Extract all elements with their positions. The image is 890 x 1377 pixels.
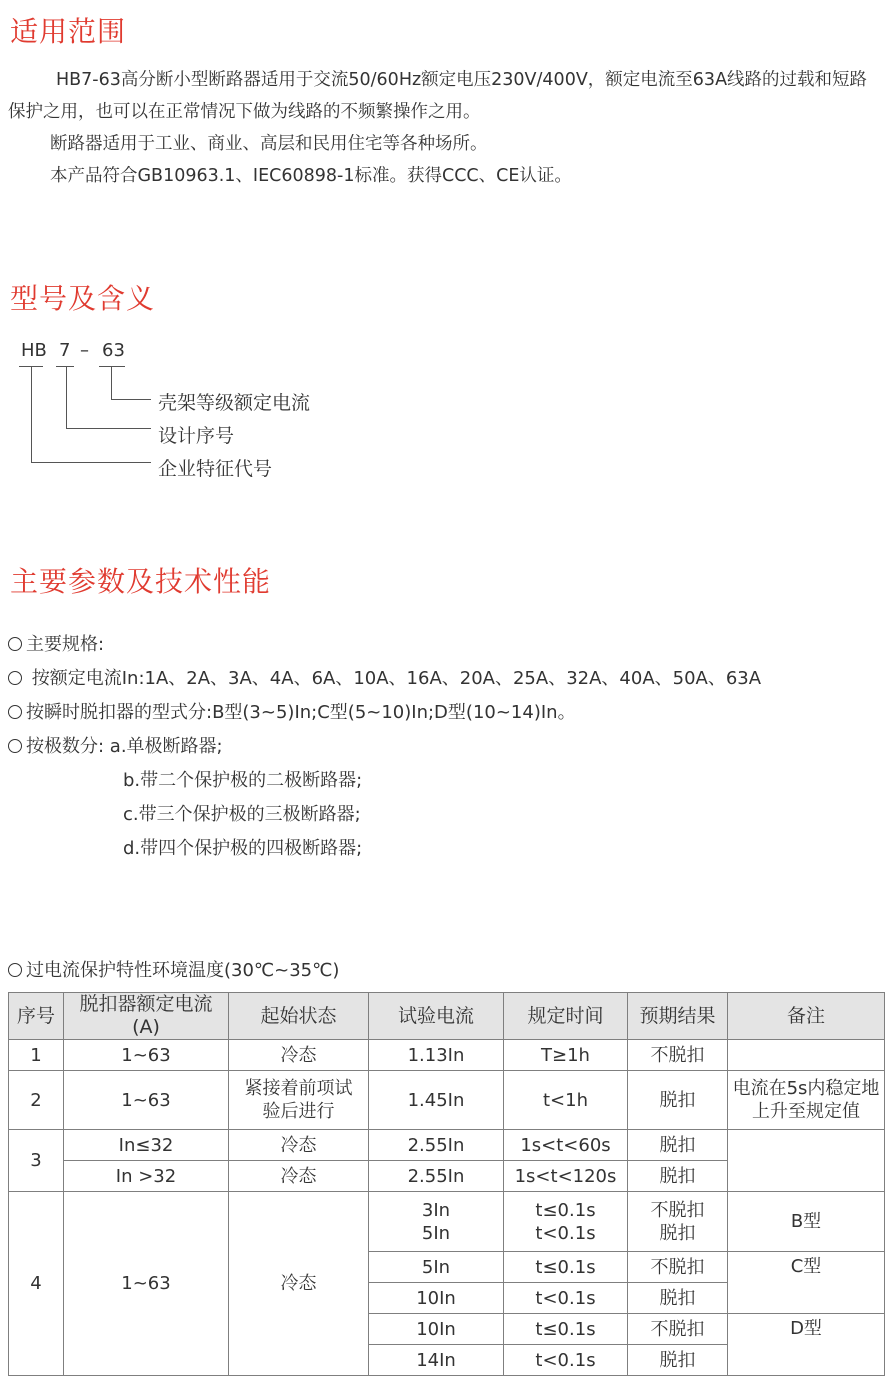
model-code-dash: – <box>80 340 89 361</box>
pole-option-b: b.带二个保护极的二极断路器; <box>123 770 363 791</box>
cell-result: 不脱扣 <box>628 1040 728 1071</box>
model-label-company: 企业特征代号 <box>158 458 273 480</box>
scope-paragraph-3: 本产品符合GB10963.1、IEC60898-1标准。获得CCC、CE认证。 <box>50 166 572 186</box>
cell-rated: In≤32 <box>64 1130 229 1161</box>
scope-text <box>8 64 884 192</box>
cell-test-current: 10In <box>369 1314 504 1345</box>
bullet-icon <box>8 705 22 719</box>
cell-note: 电流在5s内稳定地上升至规定值 <box>728 1071 885 1130</box>
bullet-icon <box>8 671 22 685</box>
cell-rated: In >32 <box>64 1161 229 1192</box>
cell-test-current: 1.45In <box>369 1071 504 1130</box>
spec-line-current <box>8 664 761 690</box>
spec-line-main <box>8 630 104 656</box>
cell-test-current: 1.13In <box>369 1040 504 1071</box>
col-header-no: 序号 <box>9 993 64 1040</box>
cell-time: 1s<t<60s <box>504 1130 628 1161</box>
table-caption <box>8 956 339 982</box>
cell-rated: 1~63 <box>64 1040 229 1071</box>
spec-line-poles <box>8 732 223 758</box>
table-row <box>9 1192 885 1252</box>
cell-test-current-line1: 3In <box>421 1199 451 1221</box>
model-label-design: 设计序号 <box>158 425 235 447</box>
cell-test-current: 2.55In <box>369 1161 504 1192</box>
cell-time-line2: t<0.1s <box>535 1222 596 1244</box>
cell-time: 1s<t<120s <box>504 1161 628 1192</box>
bullet-icon <box>8 963 22 977</box>
scope-paragraph-2: 断路器适用于工业、商业、高层和民用住宅等各种场所。 <box>50 134 488 154</box>
pole-option-d: d.带四个保护极的四极断路器; <box>123 838 363 859</box>
overcurrent-table <box>8 992 885 1376</box>
model-label-current: 壳架等级额定电流 <box>158 392 311 414</box>
cell-no: 3 <box>9 1130 64 1192</box>
spec-line-trip <box>8 698 576 724</box>
cell-note-b: B型 <box>728 1192 885 1252</box>
spec-line-poles-text: 按极数分: a.单极断路器; <box>26 736 223 757</box>
spec-line-main-text: 主要规格: <box>26 634 105 655</box>
connector-prefix-h <box>31 462 151 463</box>
col-header-time: 规定时间 <box>504 993 628 1040</box>
cell-result: 脱扣 <box>628 1283 728 1314</box>
cell-state: 冷态 <box>229 1130 369 1161</box>
cell-test-current: 5In <box>369 1252 504 1283</box>
cell-result: 脱扣 <box>628 1130 728 1161</box>
cell-rated: 1~63 <box>64 1192 229 1376</box>
connector-prefix-v <box>31 366 32 462</box>
col-header-test-current: 试验电流 <box>369 993 504 1040</box>
cell-time: t<0.1s <box>504 1283 628 1314</box>
cell-test-current: 2.55In <box>369 1130 504 1161</box>
cell-result <box>628 1192 728 1252</box>
cell-note <box>728 1130 885 1192</box>
model-heading: 型号及含义 <box>10 282 156 315</box>
cell-note-c-label: C型 <box>790 1255 822 1277</box>
cell-note <box>728 1040 885 1071</box>
spec-line-current-text: 按额定电流In:1A、2A、3A、4A、6A、10A、16A、20A、25A、32A、40A、50A、63A <box>26 668 762 689</box>
cell-test-current: 14In <box>369 1345 504 1376</box>
table-row <box>9 1071 885 1130</box>
col-header-note: 备注 <box>728 993 885 1040</box>
cell-time: t≤0.1s <box>504 1252 628 1283</box>
table-caption-text: 过电流保护特性环境温度(30℃~35℃) <box>26 960 340 981</box>
col-header-state: 起始状态 <box>229 993 369 1040</box>
scope-heading: 适用范围 <box>10 15 127 48</box>
cell-note-c <box>728 1252 885 1314</box>
connector-design-h <box>66 428 151 429</box>
cell-rated: 1~63 <box>64 1071 229 1130</box>
table-row <box>9 1130 885 1161</box>
cell-result: 不脱扣 <box>628 1314 728 1345</box>
pole-option-c: c.带三个保护极的三极断路器; <box>123 804 361 825</box>
cell-test-current-line2: 5In <box>421 1222 451 1244</box>
cell-time: t≤0.1s <box>504 1314 628 1345</box>
cell-note-d-label: D型 <box>790 1317 822 1339</box>
col-header-result: 预期结果 <box>628 993 728 1040</box>
model-underline-3 <box>99 366 125 367</box>
model-underline-2 <box>56 366 74 367</box>
cell-test-current: 10In <box>369 1283 504 1314</box>
cell-result: 不脱扣 <box>628 1252 728 1283</box>
table-header-row <box>9 993 885 1040</box>
connector-design-v <box>66 366 67 428</box>
bullet-icon <box>8 637 22 651</box>
cell-no: 1 <box>9 1040 64 1071</box>
cell-result: 脱扣 <box>628 1161 728 1192</box>
model-code-design: 7 <box>59 340 71 361</box>
cell-result-line1: 不脱扣 <box>650 1199 705 1221</box>
cell-result-line2: 脱扣 <box>659 1222 696 1244</box>
cell-test-current <box>369 1192 504 1252</box>
connector-current-v <box>111 366 112 399</box>
bullet-icon <box>8 739 22 753</box>
cell-state: 冷态 <box>229 1192 369 1376</box>
cell-state: 冷态 <box>229 1040 369 1071</box>
cell-time: T≥1h <box>504 1040 628 1071</box>
col-header-rated: 脱扣器额定电流(A) <box>64 993 229 1040</box>
model-code-current: 63 <box>102 340 125 361</box>
cell-time <box>504 1192 628 1252</box>
scope-paragraph-1: HB7-63高分断小型断路器适用于交流50/60Hz额定电压230V/400V，额定电流至63A线路的过载和短路保护之用，也可以在正常情况下做为线路的不频繁操作之用。 <box>8 70 868 122</box>
cell-time: t<1h <box>504 1071 628 1130</box>
connector-current-h <box>111 399 151 400</box>
cell-no: 4 <box>9 1192 64 1376</box>
cell-no: 2 <box>9 1071 64 1130</box>
model-code-prefix: HB <box>21 340 47 361</box>
cell-time-line1: t≤0.1s <box>535 1199 596 1221</box>
cell-state: 冷态 <box>229 1161 369 1192</box>
cell-result: 脱扣 <box>628 1071 728 1130</box>
cell-state: 紧接着前项试验后进行 <box>229 1071 369 1130</box>
spec-line-trip-text: 按瞬时脱扣器的型式分:B型(3~5)In;C型(5~10)In;D型(10~14)In。 <box>26 702 576 723</box>
cell-note-d <box>728 1314 885 1376</box>
cell-time: t<0.1s <box>504 1345 628 1376</box>
table-row <box>9 1040 885 1071</box>
cell-result: 脱扣 <box>628 1345 728 1376</box>
params-heading: 主要参数及技术性能 <box>10 565 272 598</box>
